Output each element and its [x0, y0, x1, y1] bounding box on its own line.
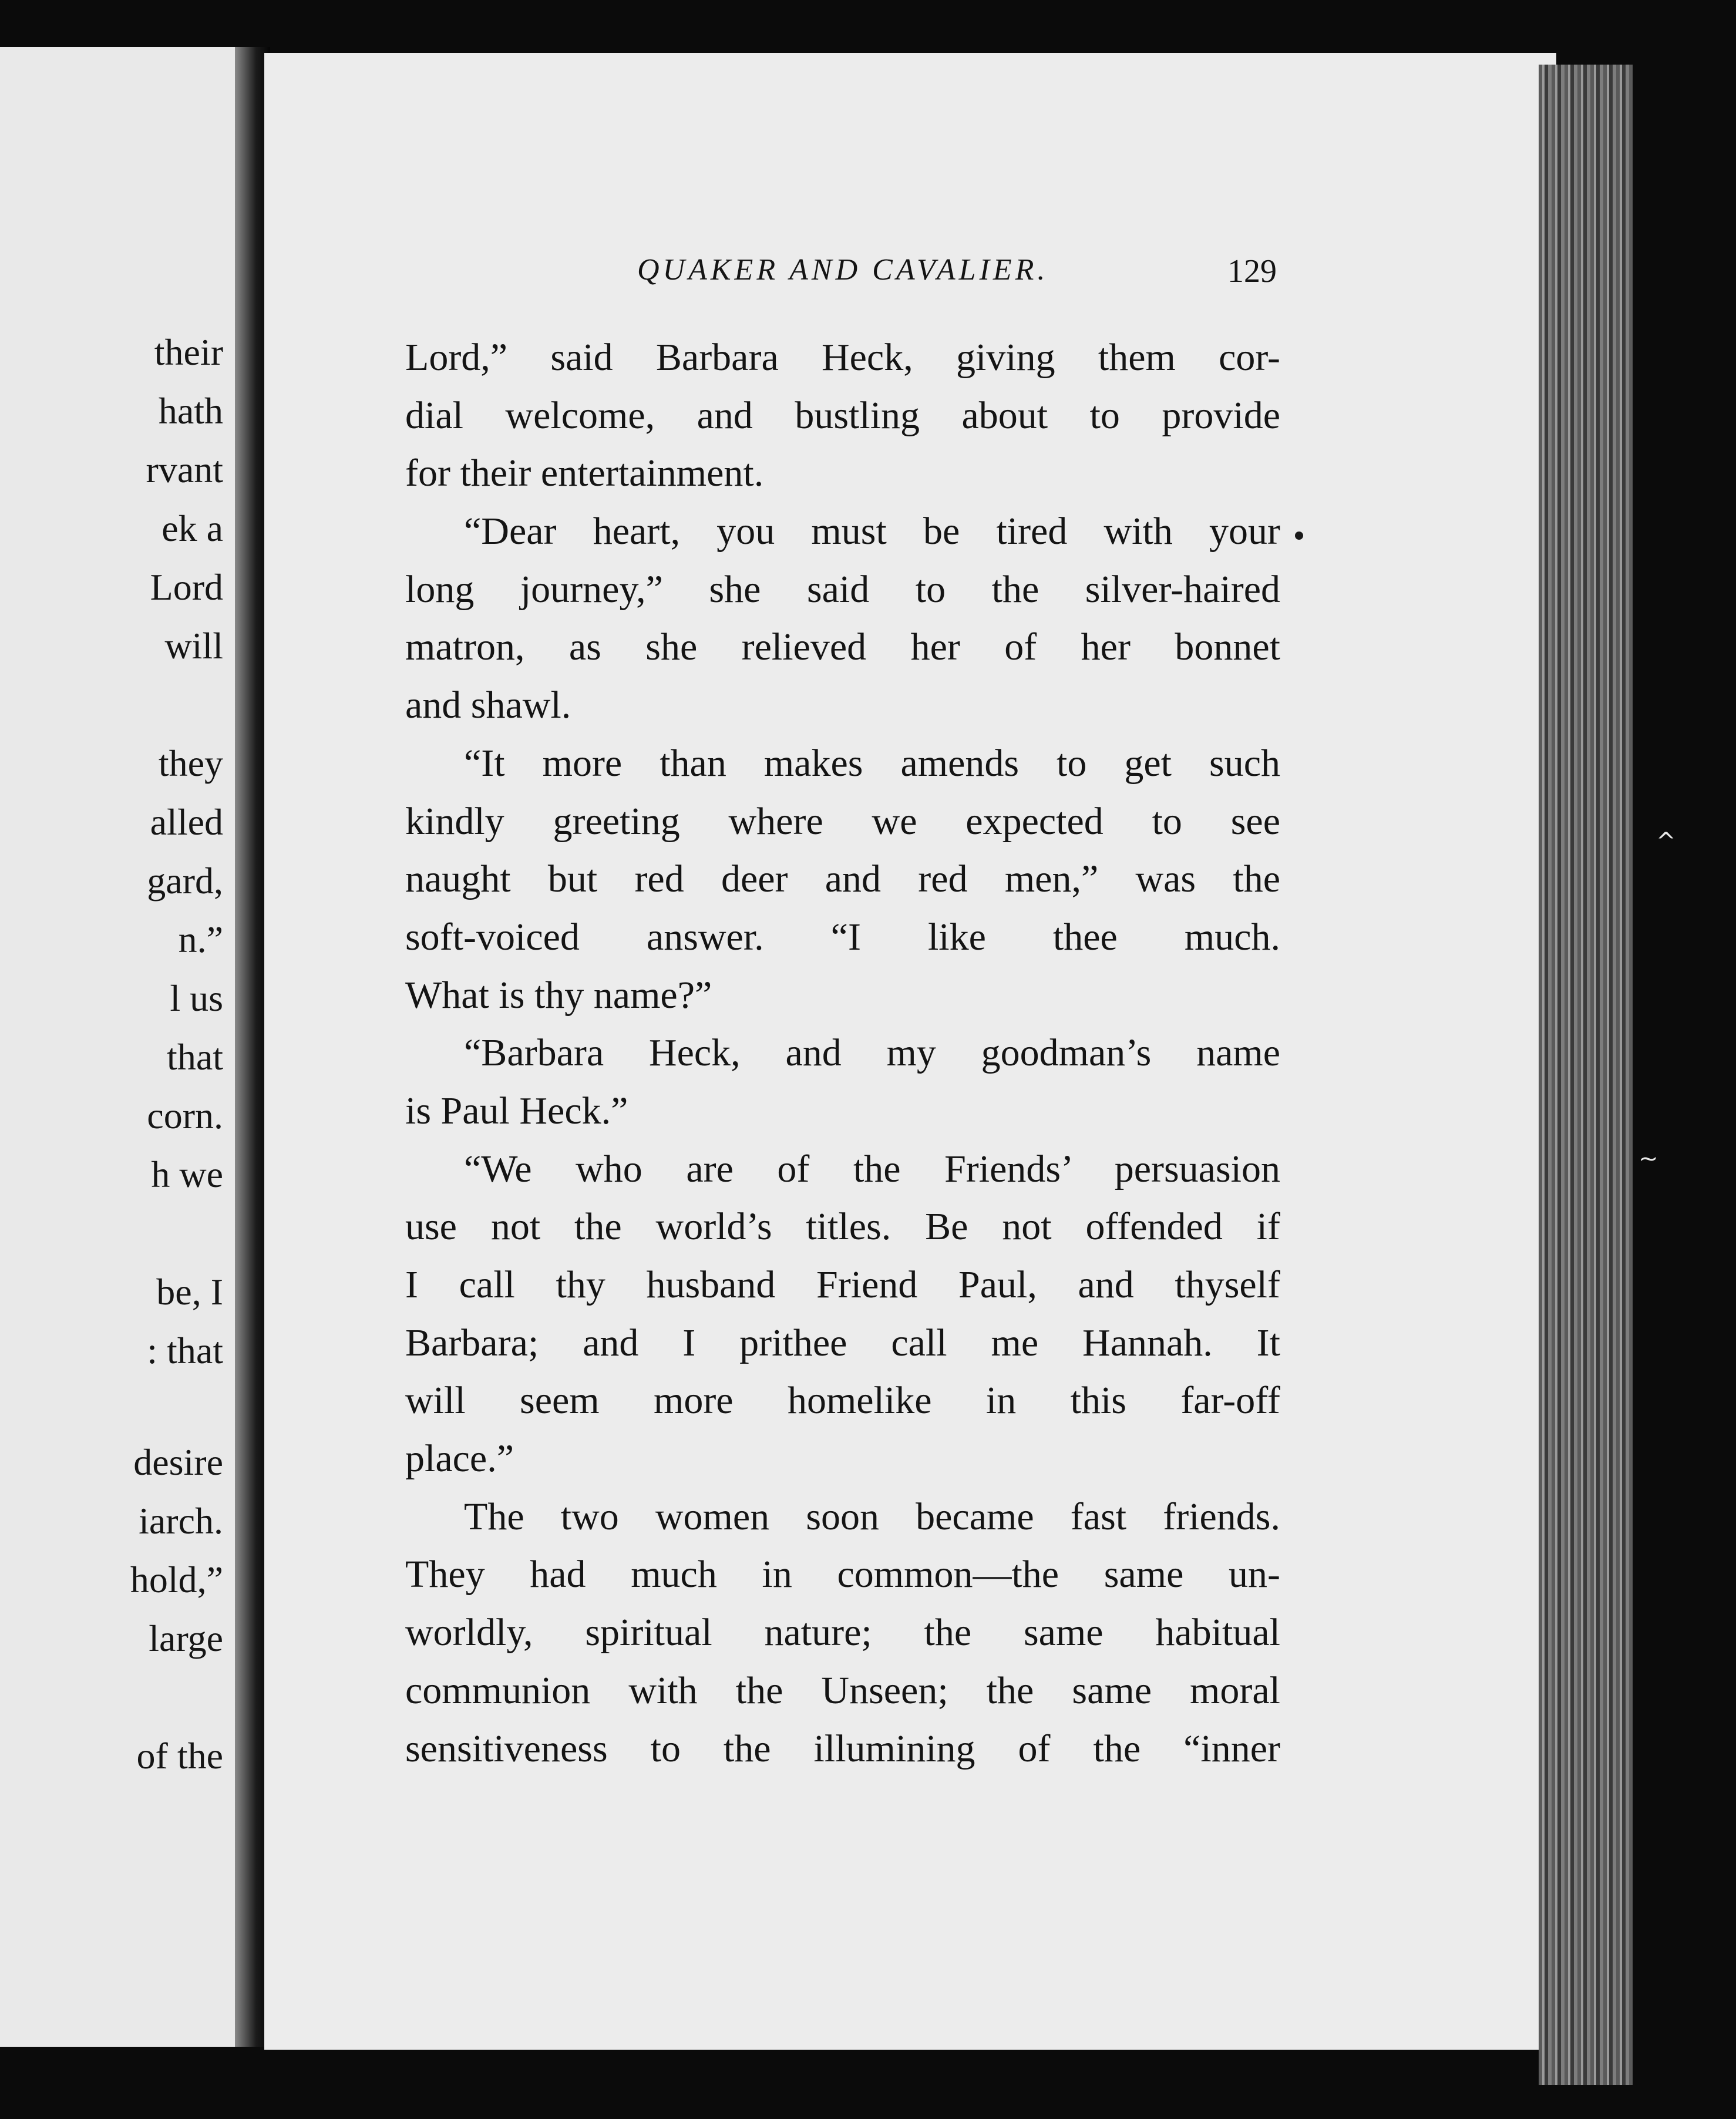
text-line: is Paul Heck.”	[405, 1089, 628, 1132]
left-page-line: alled	[150, 801, 223, 843]
text-line: naught but red deer and red men,” was the	[405, 857, 1280, 901]
left-page-line: they	[158, 742, 223, 784]
left-page-line: Lord	[150, 566, 223, 608]
text-line: “It more than makes amends to get such	[464, 741, 1280, 785]
text-line: sensitiveness to the illumining of the “inner	[405, 1727, 1280, 1770]
text-line: long journey,” she said to the silver-haired	[405, 567, 1280, 611]
left-page-line: large	[149, 1617, 223, 1659]
left-page-line: their	[154, 331, 223, 373]
left-page-line: ek a	[162, 507, 223, 549]
left-page-line: desire	[133, 1441, 223, 1483]
ink-speck	[1295, 532, 1303, 540]
left-page-line: be, I	[156, 1271, 223, 1313]
text-line: will seem more homelike in this far-off	[405, 1379, 1280, 1422]
scan-mark: ~	[1639, 1145, 1658, 1172]
left-page-line: of the	[136, 1735, 223, 1777]
text-line: “Dear heart, you must be tired with your	[464, 510, 1280, 553]
text-line: “Barbara Heck, and my goodman’s name	[464, 1031, 1280, 1075]
page-number: 129	[1227, 253, 1277, 290]
body-text	[405, 329, 1280, 1778]
left-page-line: iarch.	[139, 1500, 223, 1542]
running-head: QUAKER AND CAVALIER.	[637, 253, 1049, 287]
text-line: matron, as she relieved her of her bonnet	[405, 625, 1280, 669]
left-page-line: n.”	[178, 919, 223, 960]
left-page-line: : that	[147, 1330, 223, 1371]
text-line: I call thy husband Friend Paul, and thyself	[405, 1263, 1280, 1306]
text-line: for their entertainment.	[405, 452, 764, 495]
left-page-line: will	[164, 625, 223, 667]
left-page-line: hath	[158, 390, 223, 432]
text-line: They had much in common—the same un-	[405, 1553, 1280, 1596]
left-page-line: h we	[151, 1153, 223, 1195]
text-line: use not the world’s titles. Be not offended if	[405, 1205, 1280, 1249]
left-page-line: that	[167, 1036, 223, 1078]
text-line: “We who are of the Friends’ persuasion	[464, 1147, 1280, 1190]
text-line: worldly, spiritual nature; the same habitual	[405, 1611, 1280, 1654]
left-page	[0, 47, 235, 2047]
text-line: soft-voiced answer. “I like thee much.	[405, 915, 1280, 958]
page-edges	[1539, 65, 1633, 2085]
text-line: Lord,” said Barbara Heck, giving them cor-	[405, 336, 1280, 379]
text-line: Barbara; and I prithee call me Hannah. It	[405, 1321, 1280, 1364]
text-line: kindly greeting where we expected to see	[405, 799, 1280, 843]
text-line: communion with the Unseen; the same moral	[405, 1669, 1280, 1712]
left-page-line: l us	[170, 977, 223, 1019]
text-line: The two women soon became fast friends.	[464, 1495, 1280, 1538]
scan-mark: ^	[1656, 828, 1676, 855]
text-line: dial welcome, and bustling about to provide	[405, 393, 1280, 437]
left-page-line: rvant	[146, 449, 223, 490]
text-line: and shawl.	[405, 684, 571, 727]
text-line: What is thy name?”	[405, 973, 712, 1017]
left-page-line: hold,”	[130, 1559, 223, 1600]
text-line: place.”	[405, 1437, 514, 1481]
left-page-line: gard,	[147, 860, 223, 902]
left-page-line: corn.	[147, 1095, 223, 1136]
